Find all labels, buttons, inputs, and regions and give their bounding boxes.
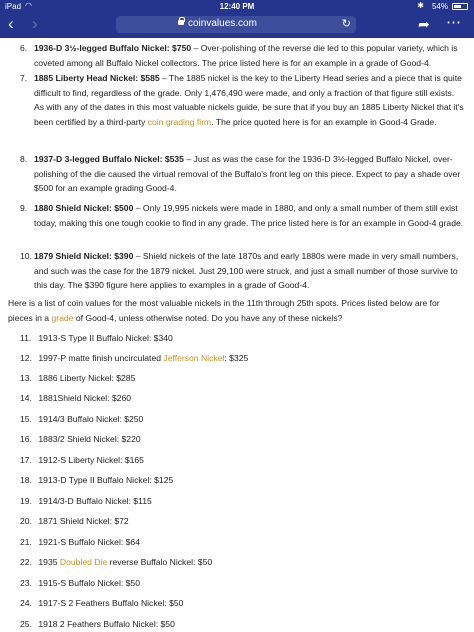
item-number: 13. bbox=[20, 373, 32, 383]
article-content bbox=[0, 38, 474, 632]
item-text: 1997-P matte finish uncirculated bbox=[38, 353, 164, 363]
list-item bbox=[20, 351, 460, 366]
item-text: 1915-S Buffalo Nickel: $50 bbox=[38, 578, 140, 588]
item-number: 23. bbox=[20, 578, 32, 588]
list-item bbox=[20, 555, 460, 570]
reload-icon[interactable]: ↻ bbox=[341, 18, 351, 30]
item-title: 1937-D 3-legged Buffalo Nickel: $535 bbox=[34, 154, 184, 164]
url-text: coinvalues.com bbox=[188, 18, 257, 29]
item-body bbox=[34, 201, 464, 230]
browser-chrome bbox=[0, 0, 474, 38]
item-number: 21. bbox=[20, 537, 32, 547]
item-text: – Just as was the case for the 1936-D 3½-legged Buffalo Nickel, over-polishing of the die caused the virtual removal of the Buffalo's front leg on this piece. Expect to pay a shade over $500 for an example grading Good-4. bbox=[34, 154, 461, 193]
doubled-die-link[interactable]: Doubled Die bbox=[59, 557, 108, 567]
item-number: 7. bbox=[20, 73, 28, 83]
item-number: 24. bbox=[20, 598, 32, 608]
item-text-after: reverse Buffalo Nickel: $50 bbox=[107, 557, 213, 567]
item-text: 1871 Shield Nickel: $72 bbox=[38, 516, 129, 526]
item-title: 1879 Shield Nickel: $390 bbox=[34, 251, 134, 261]
item-number: 17. bbox=[20, 455, 32, 465]
item-text: 1914/3 Buffalo Nickel: $250 bbox=[38, 414, 144, 424]
item-text: – The 1885 nickel is the key to the Liberty Head series and a piece that is quite difficult to find, regardless of the grade. Only 1,476,490 were made, and only a fraction of that figure still exists. As with any of the dates in this most valuable nickels guide, be sure that if you buy an 1885 Liberty Nickel that it's been certified by a third-party bbox=[34, 73, 464, 127]
list-item bbox=[20, 331, 460, 346]
coin-grading-firm-link[interactable]: coin grading firm bbox=[147, 116, 212, 127]
item-text: 1918 2 Feathers Buffalo Nickel: $50 bbox=[38, 619, 175, 629]
list-item bbox=[20, 494, 460, 509]
item-number: 15. bbox=[20, 414, 32, 424]
item-text: 1881Shield Nickel: $260 bbox=[38, 393, 132, 403]
item-number: 8. bbox=[20, 154, 28, 164]
list-item bbox=[20, 453, 460, 468]
list-item bbox=[20, 576, 460, 591]
list-item bbox=[20, 514, 460, 529]
item-text: – Only 19,995 nickels were made in 1880, and only a small number of them still exist today, making this one tough cookie to find in any grade. The price listed here is for an example in Good-4 grade. bbox=[34, 203, 464, 228]
status-bar bbox=[0, 0, 474, 13]
share-button[interactable]: ➦ bbox=[418, 16, 430, 32]
battery-percent: 54% bbox=[431, 2, 448, 11]
item-body bbox=[34, 152, 464, 196]
item-body bbox=[34, 71, 464, 129]
item-text: 1914/3-D Buffalo Nickel: $115 bbox=[38, 496, 152, 506]
item-body bbox=[34, 41, 464, 70]
carrier-label: iPad bbox=[5, 2, 22, 11]
lock-icon bbox=[178, 20, 184, 25]
intro-paragraph bbox=[8, 296, 464, 325]
more-menu-button[interactable]: ⋯ bbox=[446, 14, 461, 31]
item-number: 10. bbox=[20, 251, 32, 261]
item-number: 25. bbox=[20, 619, 32, 629]
item-number: 6. bbox=[20, 43, 28, 53]
item-text-after: . The price quoted here is for an example in Good-4 Grade. bbox=[211, 116, 437, 127]
list-item bbox=[20, 391, 460, 406]
item-number: 18. bbox=[20, 475, 32, 485]
item-title: 1880 Shield Nickel: $500 bbox=[34, 203, 134, 213]
battery-icon bbox=[452, 3, 468, 10]
item-number: 20. bbox=[20, 516, 32, 526]
nav-row bbox=[0, 13, 474, 38]
item-text: 1913-D Type II Buffalo Nickel: $125 bbox=[38, 475, 174, 485]
address-bar[interactable] bbox=[116, 16, 356, 33]
list-item bbox=[20, 473, 460, 488]
list-item bbox=[20, 412, 460, 427]
item-text: 1921-S Buffalo Nickel: $64 bbox=[38, 537, 140, 547]
list-item bbox=[20, 432, 460, 447]
item-text: 1883/2 Shield Nickel: $220 bbox=[38, 434, 141, 444]
item-text: – Shield nickels of the late 1870s and early 1880s were made in very small numbers, and such was the case for the 1879 nickel. Just 29,100 were struck, and just a small number of those survive to this day. The $390 figure here applies to examples in a grade of Good-4. bbox=[34, 251, 459, 290]
grade-link[interactable]: grade bbox=[51, 312, 74, 323]
item-text: – Over-polishing of the reverse die led to this popular variety, which is coveted among all Buffalo Nickel collectors. The price listed here is for an example in a grade of Good-4. bbox=[34, 43, 458, 68]
item-number: 9. bbox=[20, 203, 28, 213]
item-text: 1935 bbox=[38, 557, 60, 567]
wifi-icon: ◠ bbox=[25, 1, 32, 10]
item-number: 22. bbox=[20, 557, 32, 567]
item-title: 1885 Liberty Head Nickel: $585 bbox=[34, 73, 160, 83]
list-item bbox=[20, 535, 460, 550]
clock: 12:40 PM bbox=[219, 2, 255, 11]
list-item bbox=[20, 371, 460, 386]
item-number: 19. bbox=[20, 496, 32, 506]
item-body bbox=[34, 249, 464, 293]
jefferson-nickel-link[interactable]: Jefferson Nickel bbox=[163, 353, 225, 363]
item-number: 12. bbox=[20, 353, 32, 363]
item-text-after: : $325 bbox=[224, 353, 249, 363]
item-text: 1912-S Liberty Nickel: $165 bbox=[38, 455, 144, 465]
item-text: 1917-S 2 Feathers Buffalo Nickel: $50 bbox=[38, 598, 184, 608]
intro-text: Here is a list of coin values for the most valuable nickels in the 11th through 25th spots. Prices listed below are for pieces in a bbox=[8, 298, 440, 323]
item-title: 1936-D 3½-legged Buffalo Nickel: $750 bbox=[34, 43, 192, 53]
item-text: 1913-S Type II Buffalo Nickel: $340 bbox=[38, 333, 173, 343]
bluetooth-icon: ✱ bbox=[417, 1, 424, 10]
item-text: 1886 Liberty Nickel: $285 bbox=[38, 373, 136, 383]
list-item bbox=[20, 617, 460, 632]
item-number: 16. bbox=[20, 434, 32, 444]
intro-text-after: of Good-4, unless otherwise noted. Do you have any of these nickels? bbox=[73, 312, 343, 323]
forward-button[interactable]: › bbox=[32, 14, 38, 33]
list-item bbox=[20, 596, 460, 611]
item-number: 14. bbox=[20, 393, 32, 403]
item-number: 11. bbox=[20, 333, 32, 343]
back-button[interactable]: ‹ bbox=[8, 14, 14, 33]
